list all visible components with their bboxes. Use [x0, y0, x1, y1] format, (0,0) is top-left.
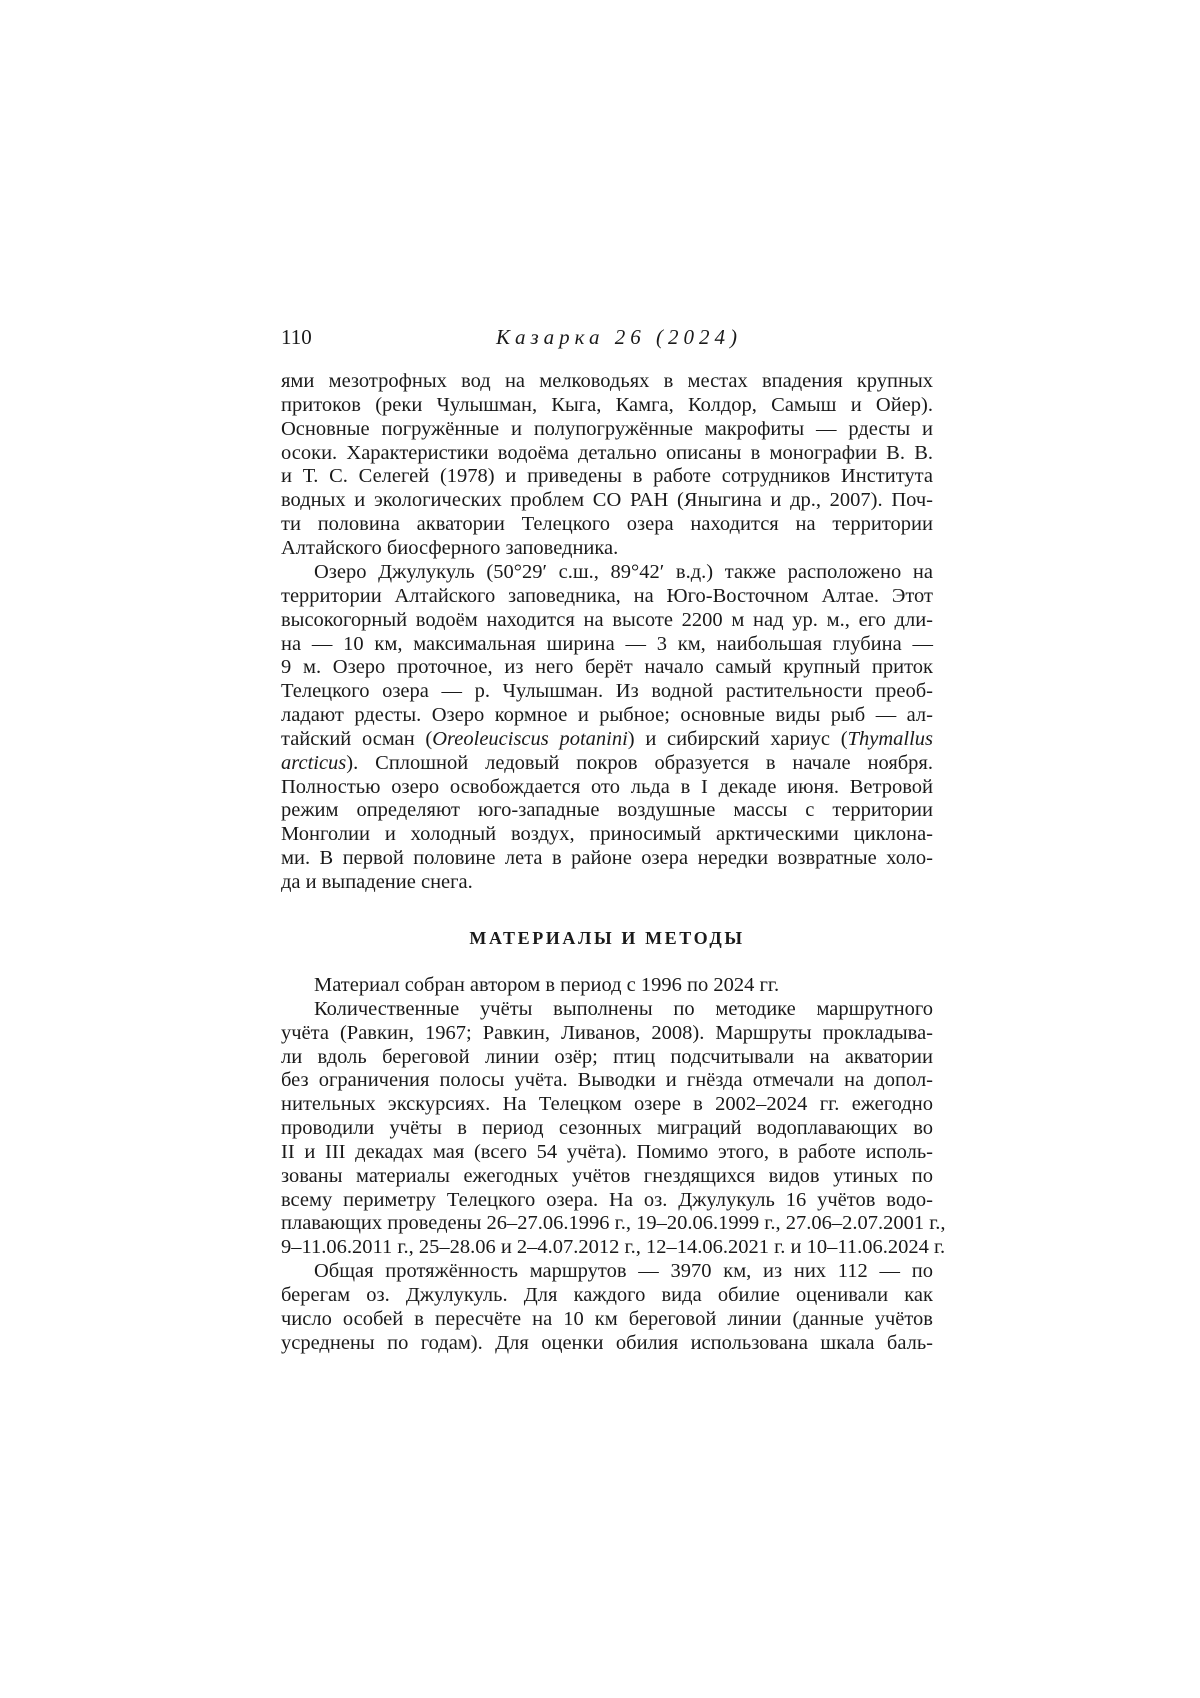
text-line: нительных экскурсиях. На Телецком озере в 2002–2024 гг. ежегодно: [281, 1093, 933, 1116]
text-line: ладают рдесты. Озеро кормное и рыбное; основные виды рыб — ал-: [281, 704, 933, 727]
text-line-species: [281, 728, 933, 752]
text-line: Количественные учёты выполнены по методике маршрутного: [314, 997, 933, 1020]
text-line: и Т. С. Селегей (1978) и приведены в работе сотрудников Института: [281, 465, 933, 488]
text-line: зованы материалы ежегодных учётов гнездящихся видов утиных по: [281, 1164, 933, 1187]
text-line: Алтайского биосферного заповедника.: [281, 536, 619, 559]
text-line-species: [281, 752, 933, 776]
text-line: Общая протяжённость маршрутов — 3970 км, из них 112 — по: [314, 1260, 933, 1283]
text-segment: ) и сибирский хариус (: [627, 727, 848, 750]
text-line: проводили учёты в период сезонных миграций водоплавающих во: [281, 1117, 933, 1140]
text-line: режим определяют юго-западные воздушные массы с территории: [281, 799, 933, 822]
text-line: ми. В первой половине лета в районе озера нередки возвратные холо-: [281, 847, 933, 870]
text-line: плавающих проведены 26–27.06.1996 г., 19–20.06.1999 г., 27.06–2.07.2001 г.,: [281, 1212, 946, 1235]
text-line: 9 м. Озеро проточное, из него берёт начало самый крупный приток: [281, 656, 933, 679]
text-line: II и III декадах мая (всего 54 учёта). Помимо этого, в работе исполь-: [281, 1140, 933, 1163]
text-line: всему периметру Телецкого озера. На оз. Джулукуль 16 учётов водо-: [281, 1188, 933, 1211]
text-line: усреднены по годам). Для оценки обилия использована шкала баль-: [281, 1331, 933, 1354]
text-segment: ). Сплошной ледовый покров образуется в начале ноября.: [346, 751, 933, 774]
text-line: Озеро Джулукуль (50°29′ с.ш., 89°42′ в.д.) также расположено на: [314, 561, 933, 583]
text-line: Материал собран автором в период с 1996 по 2024 гг.: [314, 974, 780, 996]
text-line: высокогорный водоём находится на высоте 2200 м над ур. м., его дли-: [281, 608, 933, 631]
text-line: ями мезотрофных вод на мелководьях в местах впадения крупных: [281, 370, 933, 392]
text-line: на — 10 км, максимальная ширина — 3 км, наибольшая глубина —: [281, 632, 933, 655]
text-line: берегам оз. Джулукуль. Для каждого вида обилие оценивали как: [281, 1283, 933, 1306]
page-header: [281, 322, 933, 352]
text-segment: тайский осман (: [281, 727, 433, 750]
text-line: Полностью озеро освобождается ото льда в I декаде июня. Ветровой: [281, 775, 933, 798]
latin-species-name: Thymallus: [847, 727, 933, 750]
text-line: 9–11.06.2011 г., 25–28.06 и 2–4.07.2012 г., 12–14.06.2021 г. и 10–11.06.2024 г.: [281, 1236, 946, 1259]
text-line: Телецкого озера — р. Чулышман. Из водной растительности преоб-: [281, 680, 933, 703]
text-line: территории Алтайского заповедника, на Юго-Восточном Алтае. Этот: [281, 584, 933, 607]
lake-paragraph: [281, 561, 933, 895]
section-heading: МАТЕРИАЛЫ И МЕТОДЫ: [469, 928, 745, 948]
methods-text: [281, 974, 946, 1356]
text-line: без ограничения полосы учёта. Выводки и гнёзда отмечали на допол-: [281, 1069, 933, 1092]
text-line: водных и экологических проблем СО РАН (Яныгина и др., 2007). Поч-: [281, 489, 933, 512]
text-line: ти половина акватории Телецкого озера находится на территории: [281, 513, 933, 536]
text-line: учёта (Равкин, 1967; Равкин, Ливанов, 2008). Маршруты прокладыва-: [281, 1021, 933, 1044]
text-line: ли вдоль береговой линии озёр; птиц подсчитывали на акватории: [281, 1045, 933, 1068]
text-line: число особей в пересчёте на 10 км береговой линии (данные учётов: [281, 1307, 933, 1330]
intro-paragraph: [281, 370, 933, 561]
latin-species-name: arcticus: [281, 751, 347, 774]
running-title: Казарка 26 (2024): [496, 325, 742, 349]
page-number: 110: [281, 325, 312, 349]
text-line: да и выпадение снега.: [281, 870, 473, 893]
text-line: Монголии и холодный воздух, приносимый арктическими циклона-: [281, 823, 933, 846]
text-line: Основные погружённые и полупогружённые макрофиты — рдесты и: [281, 417, 933, 440]
latin-species-name: Oreoleuciscus potanini: [432, 727, 628, 750]
text-line: притоков (реки Чулышман, Кыга, Камга, Колдор, Самыш и Ойер).: [281, 393, 933, 416]
text-line: осоки. Характеристики водоёма детально описаны в монографии В. В.: [281, 441, 933, 464]
